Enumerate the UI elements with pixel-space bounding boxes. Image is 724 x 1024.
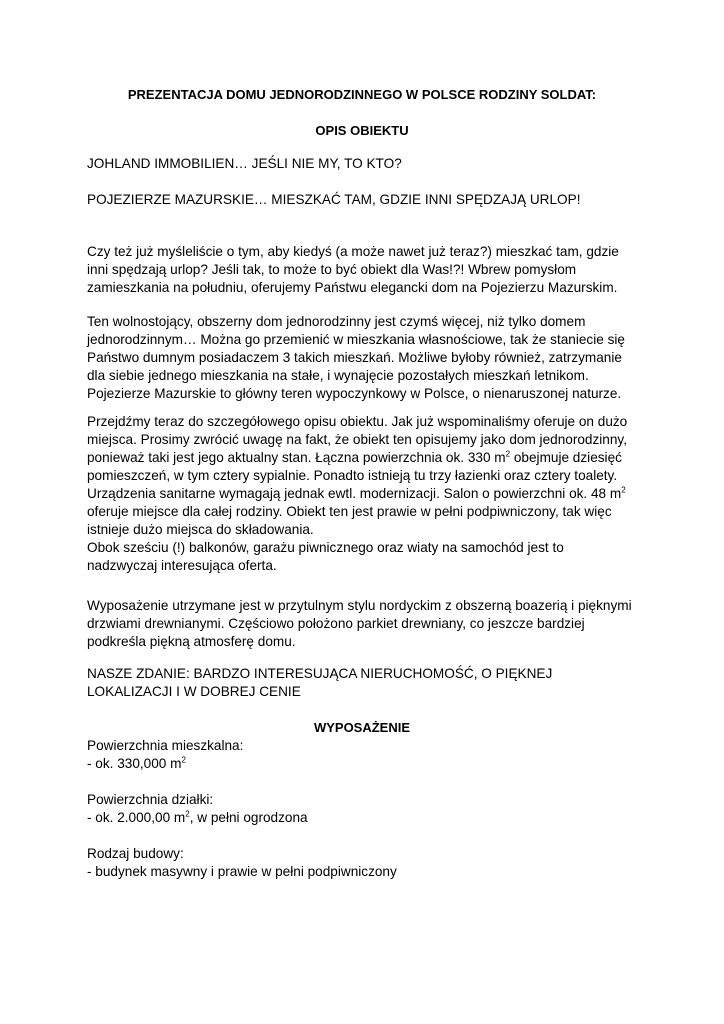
paragraph-detailed-description [87, 413, 637, 575]
document-title: PREZENTACJA DOMU JEDNORODZINNEGO W POLSCE RODZINY SOLDAT: [127, 87, 597, 102]
paragraph-part: oferuje miejsce dla całej rodziny. Obiekt ten jest prawie w pełni podpiwniczony, tak więc istnieje dużo miejsca do składowania. [87, 504, 612, 537]
spec-label: Powierzchnia działki: [87, 792, 214, 807]
spec-label: Rodzaj budowy: [87, 846, 184, 861]
spec-value [87, 863, 637, 881]
spec-label: Powierzchnia mieszkalna: [87, 738, 244, 753]
superscript-unit: 2 [505, 449, 511, 459]
superscript-unit: 2 [185, 809, 190, 819]
spec-plot-area [87, 791, 637, 827]
paragraph-house-description: Ten wolnostojący, obszerny dom jednorodzinny jest czymś więcej, niż tylko domem jednorodzinnym… Można go przemienić w mieszkania własnościowe, tak że staniecie się Państwo dumnym posiadaczem 3 takich mieszkań. Możliwe byłoby również, zatrzymanie dla siebie jednego mieszkania na stałe, i wynajęcie pozostałych mieszkań letnikom. Pojezierze Mazurskie to główny teren wypoczynkowy w Polsce, o nienaruszonej naturze. [87, 314, 625, 401]
spec-value-text: - budynek masywny i prawie w pełni podpiwniczony [87, 864, 397, 879]
paragraph-part: obejmuje dziesięć pomieszczeń, w tym cztery sypialnie. Ponadto istnieją tu trzy łazienki oraz cztery toalety. Urządzenia sanitarne wymagają jednak ewtl. modernizacji. Salon o powierzchni ok. 48 m [87, 450, 622, 501]
spec-construction-type [87, 845, 637, 881]
spec-value-text: - ok. 2.000,00 m [87, 810, 186, 825]
paragraph-balconies: Obok sześciu (!) balkonów, garażu piwnicznego oraz wiaty na samochód jest to nadzwyczaj interesująca oferta. [87, 540, 564, 573]
paragraph-furnishing: Wyposażenie utrzymane jest w przytulnym stylu nordyckim z obszerną boazerią i pięknymi drzwiami drewnianymi. Częściowo położono parkiet drewniany, co jeszcze bardziej podkreśla piękną atmosferę domu. [87, 598, 632, 649]
spec-living-area [87, 737, 637, 773]
spec-value [87, 755, 637, 773]
paragraph-intro: Czy też już myśleliście o tym, aby kiedyś (a może nawet już teraz?) mieszkać tam, gdzie inni spędzają urlop? Jeśli tak, to może to być obiekt dla Was!?! Wbrew pomysłom zamieszkania na południu, oferujemy Państwu elegancki dom na Pojezierzu Mazurskim. [87, 244, 619, 295]
superscript-unit: 2 [621, 485, 626, 495]
spec-value-suffix: , w pełni ogrodzona [189, 810, 308, 825]
slogan-line-1: JOHLAND IMMOBILIEN… JEŚLI NIE MY, TO KTO? [87, 156, 402, 171]
paragraph-part: Przejdźmy teraz do szczegółowego opisu obiektu. Jak już wspominaliśmy oferuje on dużo miejsca. Prosimy zwrócić uwagę na fakt, że obiekt ten opisujemy jako dom jednorodzinny, ponieważ taki jest jego aktualny stan. Łączna powierzchnia ok. 330 m [87, 414, 628, 465]
superscript-unit: 2 [181, 755, 186, 765]
document-subtitle: OPIS OBIEKTU [315, 123, 409, 138]
paragraph-opinion: NASZE ZDANIE: BARDZO INTERESUJĄCA NIERUCHOMOŚĆ, O PIĘKNEJ LOKALIZACJI I W DOBREJ CENIE [87, 666, 553, 699]
equipment-heading: WYPOSAŻENIE [313, 720, 411, 735]
slogan-line-2: POJEZIERZE MAZURSKIE… MIESZKAĆ TAM, GDZIE INNI SPĘDZAJĄ URLOP! [87, 192, 581, 207]
spec-value [87, 809, 637, 827]
spec-value-text: - ok. 330,000 m [87, 756, 182, 771]
